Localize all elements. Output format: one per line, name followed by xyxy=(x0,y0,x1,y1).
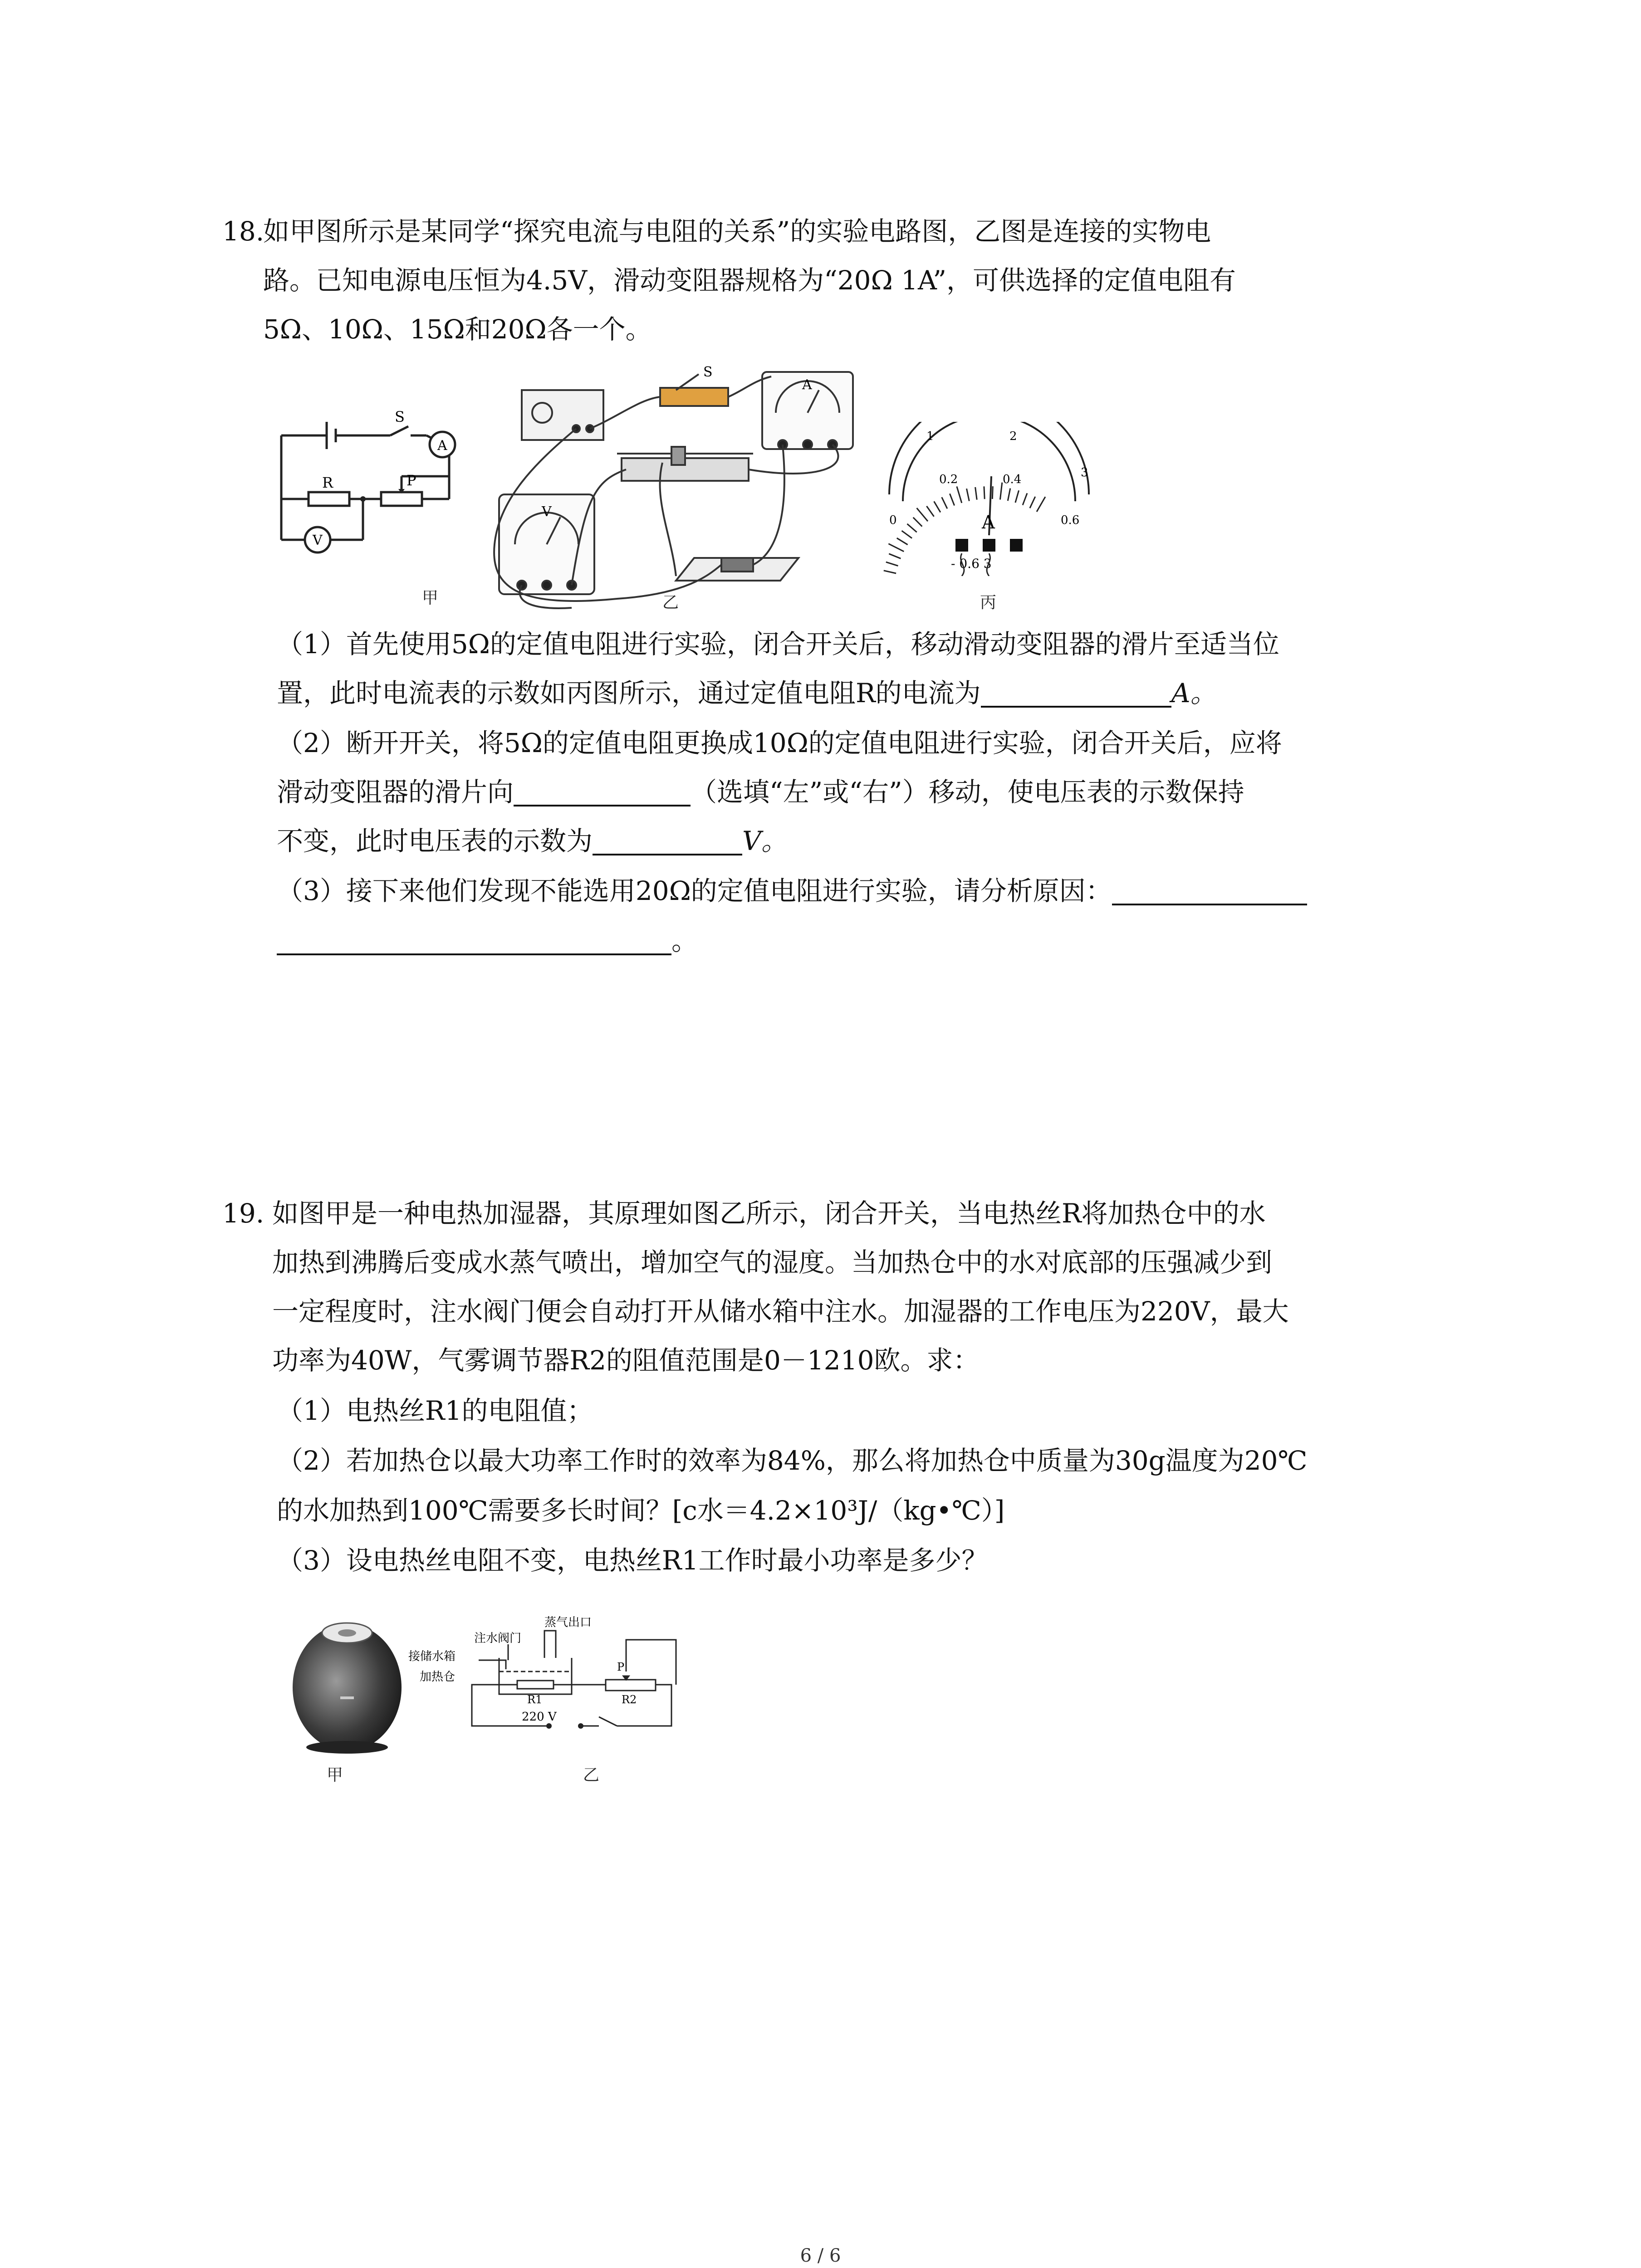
scale-tick xyxy=(1037,497,1045,512)
tick-label-bottom: 0.4 xyxy=(1003,473,1022,486)
scale-tick xyxy=(913,518,922,527)
r1-label: R1 xyxy=(527,1693,543,1706)
sub-question-2: （2）若加热仓以最大功率工作时的效率为84%，那么将加热仓中质量为30g温度为20℃ xyxy=(277,1445,1308,1476)
answer-blank[interactable] xyxy=(981,679,1171,708)
question-text-line: 如甲图所示是某同学“探究电流与电阻的关系”的实验电路图，乙图是连接的实物电 xyxy=(263,216,1211,247)
scale-tick xyxy=(907,524,917,532)
voltmeter-label: V xyxy=(542,504,552,520)
scale-tick xyxy=(884,571,896,573)
answer-blank[interactable] xyxy=(514,777,691,807)
r2-label: R2 xyxy=(622,1693,637,1706)
terminal-labels: - 0.6 3 xyxy=(951,556,992,571)
scale-tick xyxy=(967,489,970,501)
scale-tick xyxy=(902,531,912,538)
question-number: 18. xyxy=(222,216,265,247)
slider-label: P xyxy=(617,1661,625,1673)
sub-question-3-cont xyxy=(277,923,698,959)
sub-question-text: 不变，此时电压表的示数为 xyxy=(277,826,593,856)
sub-question-2-cont: 的水加热到100℃需要多长时间？[c水＝4.2×10³J/（kg•℃）] xyxy=(277,1495,1005,1526)
ammeter-symbol-label: A xyxy=(437,438,447,454)
figure-caption-jia: 甲 xyxy=(422,589,439,607)
slider-label: P xyxy=(407,472,416,489)
scale-tick xyxy=(992,486,993,499)
sub-question-2-cont xyxy=(277,774,1244,810)
tick-label-top: 2 xyxy=(1009,430,1017,443)
physical-circuit-yi xyxy=(481,363,880,617)
tick-label-bottom: 0.6 xyxy=(1061,513,1080,527)
voltage-label: 220 V xyxy=(522,1710,557,1724)
figure-caption-yi: 乙 xyxy=(662,593,679,612)
answer-blank[interactable] xyxy=(277,926,671,955)
to-tank-label: 接储水箱 xyxy=(408,1650,456,1663)
sub-question-text: （3）接下来他们发现不能选用20Ω的定值电阻进行实验，请分析原因： xyxy=(277,875,1112,906)
circuit-diagram-jia xyxy=(272,408,463,572)
scale-tick xyxy=(1008,489,1010,501)
meter-unit: A xyxy=(982,512,995,533)
scale-tick xyxy=(888,544,904,552)
figure-caption-bing: 丙 xyxy=(980,593,997,612)
humidifier-circuit xyxy=(399,1613,690,1749)
unit-label: V。 xyxy=(742,826,788,856)
sub-question-text: 滑动变阻器的滑片向 xyxy=(277,777,514,807)
scale-tick xyxy=(926,506,934,517)
question-number: 19. xyxy=(222,1198,265,1229)
answer-blank[interactable] xyxy=(593,826,742,855)
scale-tick xyxy=(886,562,898,566)
page-number: 6 / 6 xyxy=(800,2245,841,2266)
resistor-label: R xyxy=(322,474,333,491)
scale-tick xyxy=(1000,483,1002,500)
humidifier-photo xyxy=(286,1615,408,1755)
tick-label-bottom: 0.2 xyxy=(939,473,958,486)
sub-question-1: （1）首先使用5Ω的定值电阻进行实验，闭合开关后，移动滑动变阻器的滑片至适当位 xyxy=(277,629,1279,660)
scale-tick xyxy=(950,494,954,505)
question-text-line: 路。已知电源电压恒为4.5V，滑动变阻器规格为“20Ω 1A”，可供选择的定值电阻有 xyxy=(263,265,1236,296)
tick-label-top: 1 xyxy=(926,430,934,443)
sub-question-3 xyxy=(277,873,1307,909)
question-text-line: 一定程度时，注水阀门便会自动打开从储水箱中注水。加湿器的工作电压为220V，最大 xyxy=(272,1296,1289,1327)
sub-question-2: （2）断开开关，将5Ω的定值电阻更换成10Ω的定值电阻进行实验，闭合开关后，应将 xyxy=(277,728,1282,758)
scale-tick xyxy=(957,486,962,503)
switch-label: S xyxy=(703,364,713,380)
question-text-line: 功率为40W，气雾调节器R2的阻值范围是0－1210欧。求： xyxy=(272,1345,980,1376)
sentence-end: 。 xyxy=(671,925,698,956)
steam-outlet-label: 蒸气出口 xyxy=(544,1616,592,1629)
sub-question-text: （选填“左”或“右”）移动，使电压表的示数保持 xyxy=(691,777,1244,807)
sub-question-2-cont xyxy=(277,823,788,859)
sub-question-text: 置，此时电流表的示数如丙图所示，通过定值电阻R的电流为 xyxy=(277,678,981,709)
scale-tick xyxy=(917,508,928,521)
scale-tick xyxy=(1015,490,1019,503)
unit-label: A。 xyxy=(1171,678,1217,709)
scale-tick xyxy=(975,487,977,500)
figure-caption-yi: 乙 xyxy=(583,1766,600,1784)
scale-tick xyxy=(1023,493,1027,505)
answer-blank[interactable] xyxy=(1112,876,1307,905)
switch-label: S xyxy=(395,408,405,425)
scale-tick xyxy=(934,501,941,512)
scale-tick xyxy=(889,554,901,559)
scale-tick xyxy=(942,497,947,508)
scale-tick xyxy=(984,486,985,499)
heating-chamber-label: 加热仓 xyxy=(420,1670,456,1684)
sub-question-1-cont xyxy=(277,675,1217,711)
tick-label-bottom: 0 xyxy=(889,513,897,527)
sub-question-1: （1）电热丝R1的电阻值； xyxy=(277,1395,593,1426)
ammeter-dial-bing xyxy=(871,422,1107,576)
tick-label-top: 3 xyxy=(1081,466,1088,479)
sub-question-3: （3）设电热丝电阻不变，电热丝R1工作时最小功率是多少？ xyxy=(277,1545,988,1576)
question-text-line: 5Ω、10Ω、15Ω和20Ω各一个。 xyxy=(263,314,652,345)
figure-caption-jia: 甲 xyxy=(327,1766,343,1784)
scale-tick xyxy=(897,538,908,545)
question-text-line: 加热到沸腾后变成水蒸气喷出，增加空气的湿度。当加热仓中的水对底部的压强减少到 xyxy=(272,1247,1273,1278)
ammeter-label: A xyxy=(802,377,812,393)
question-text-line: 如图甲是一种电热加湿器，其原理如图乙所示，闭合开关，当电热丝R将加热仓中的水 xyxy=(272,1198,1266,1229)
voltmeter-symbol-label: V xyxy=(313,533,323,548)
inlet-valve-label: 注水阀门 xyxy=(474,1632,522,1645)
scale-tick xyxy=(1030,497,1035,508)
